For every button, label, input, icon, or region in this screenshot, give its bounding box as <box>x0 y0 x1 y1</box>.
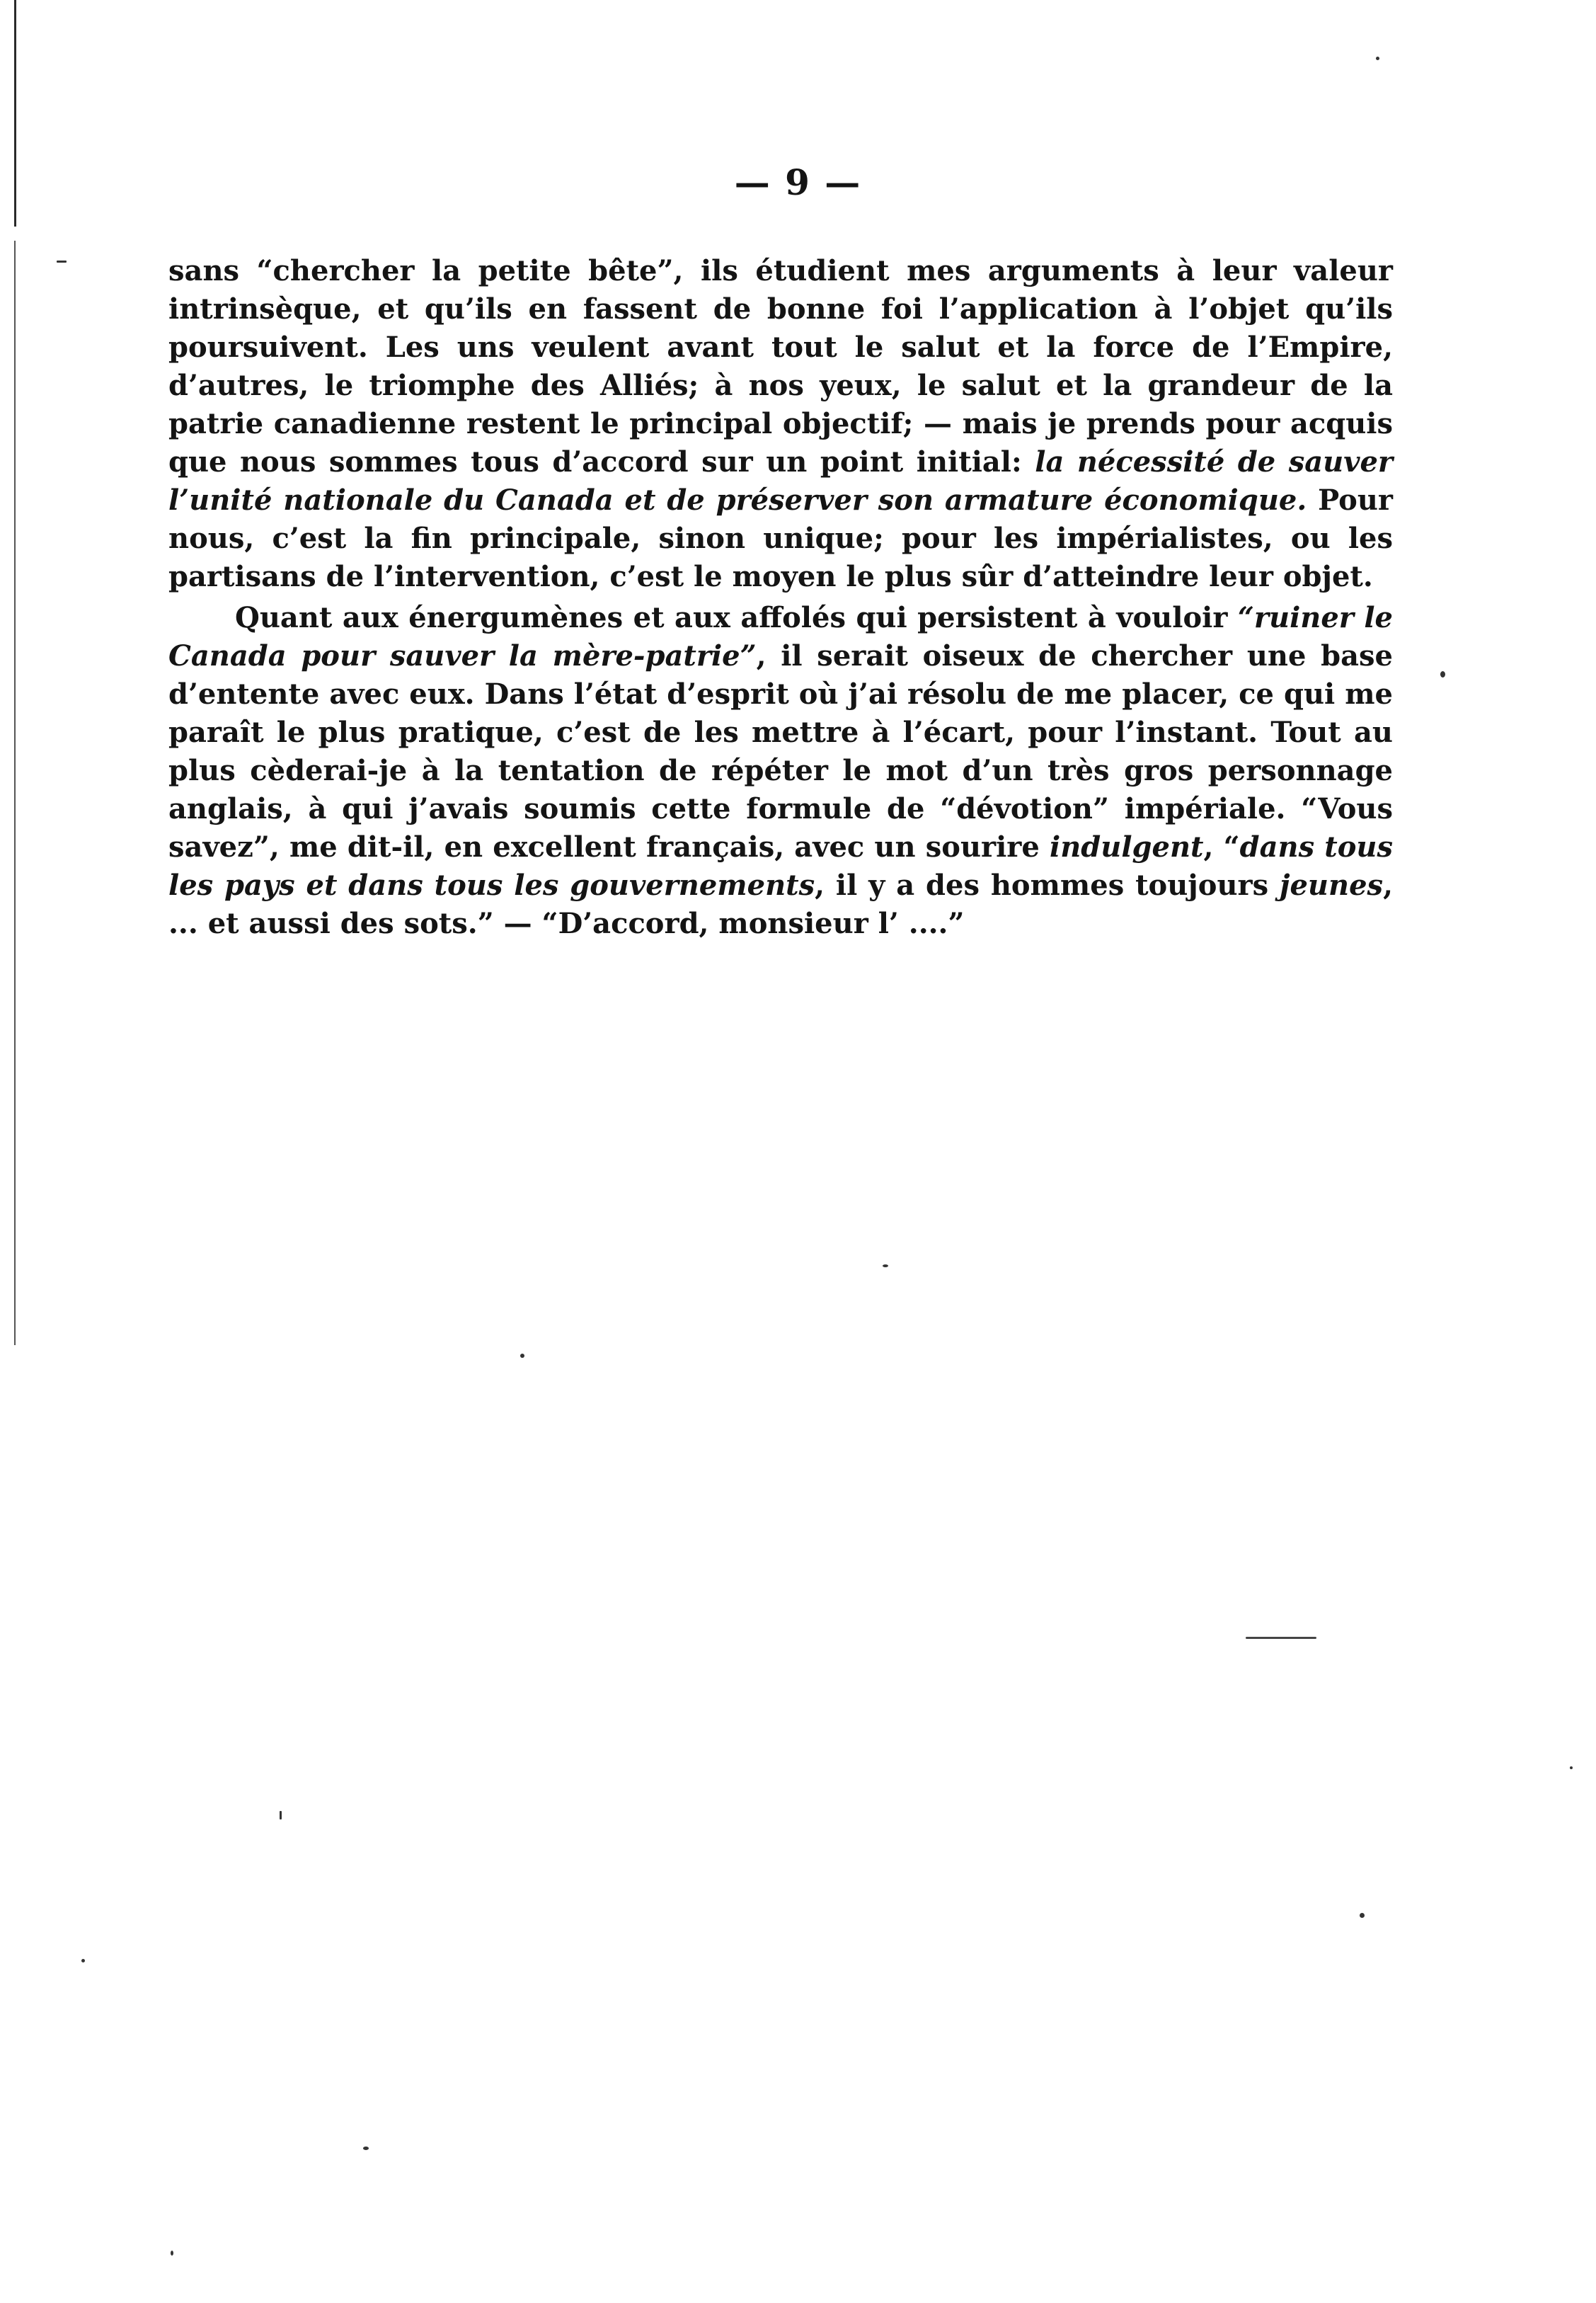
paragraph-2-segment-6: dans tous les pays et dans tous les gouvernements <box>168 830 1394 902</box>
page-number: — 9 — <box>734 161 862 203</box>
scan-speck <box>81 1959 85 1962</box>
binding-edge-line <box>14 241 16 1345</box>
paragraph-2-segment-4: indulgent <box>1050 830 1204 864</box>
scan-speck <box>1376 57 1379 60</box>
paragraph-1-segment-3: Pour nous, c’est la fin principale, sinon unique; pour les impérialistes, ou les partisans de l’intervention, c’est le moyen le plus sûr d’atteindre leur objet. <box>168 484 1393 593</box>
paragraph-2-segment-8: jeunes <box>1280 869 1384 902</box>
paragraph-2-segment-1: Quant aux énergumènes et aux affolés qui persistent à vouloir <box>235 601 1238 634</box>
paragraph-2-segment-2: “ruiner le Canada pour sauver la mère-patrie” <box>168 601 1393 673</box>
scan-speck <box>883 1264 888 1267</box>
scan-speck <box>280 1811 282 1819</box>
scan-speck <box>171 2251 173 2256</box>
scan-speck <box>520 1354 524 1358</box>
paragraph-2-segment-5: , “ <box>1203 830 1240 864</box>
scan-speck <box>57 261 67 263</box>
scan-speck <box>363 2147 369 2150</box>
scan-speck <box>1246 1637 1316 1639</box>
body-text <box>168 252 1393 943</box>
paragraph-2-segment-9: , ... et aussi des sots.” — “D’accord, monsieur l’ ....” <box>168 869 1393 940</box>
paragraph-1 <box>168 252 1393 596</box>
paragraph-1-segment-1: sans “chercher la petite bête”, ils étudient mes arguments à leur valeur intrinsèque, et qu’ils en fassent de bonne foi l’application à l’objet qu’ils poursuivent. Les uns veulent avant tout le salut et la force de l’Empire, d’autres, le triomphe des Alliés; à nos yeux, le salut et la grandeur de la patrie canadienne restent le principal objectif; — mais je prends pour acquis que nous sommes tous d’accord sur un point initial: <box>168 254 1393 479</box>
scan-speck <box>1440 671 1445 678</box>
paragraph-2 <box>168 599 1393 943</box>
paragraph-2-segment-7: , il y a des hommes toujours <box>815 869 1280 902</box>
paragraph-2-segment-3: , il serait oiseux de chercher une base d’entente avec eux. Dans l’état d’esprit où j’ai résolu de me placer, ce qui me paraît le plus pratique, c’est de les mettre à l’écart, pour l’instant. Tout au plus cèderai-je à la tentation de répéter le mot d’un très gros personnage anglais, à qui j’avais soumis cette formule de “dévotion” impériale. “Vous savez”, me dit-il, en excellent français, avec un sourire <box>168 639 1393 864</box>
scan-speck <box>1570 1766 1573 1769</box>
paragraph-1-segment-2: la nécessité de sauver l’unité nationale du Canada et de préserver son armature économique. <box>168 445 1393 517</box>
scan-speck <box>1360 1913 1365 1918</box>
